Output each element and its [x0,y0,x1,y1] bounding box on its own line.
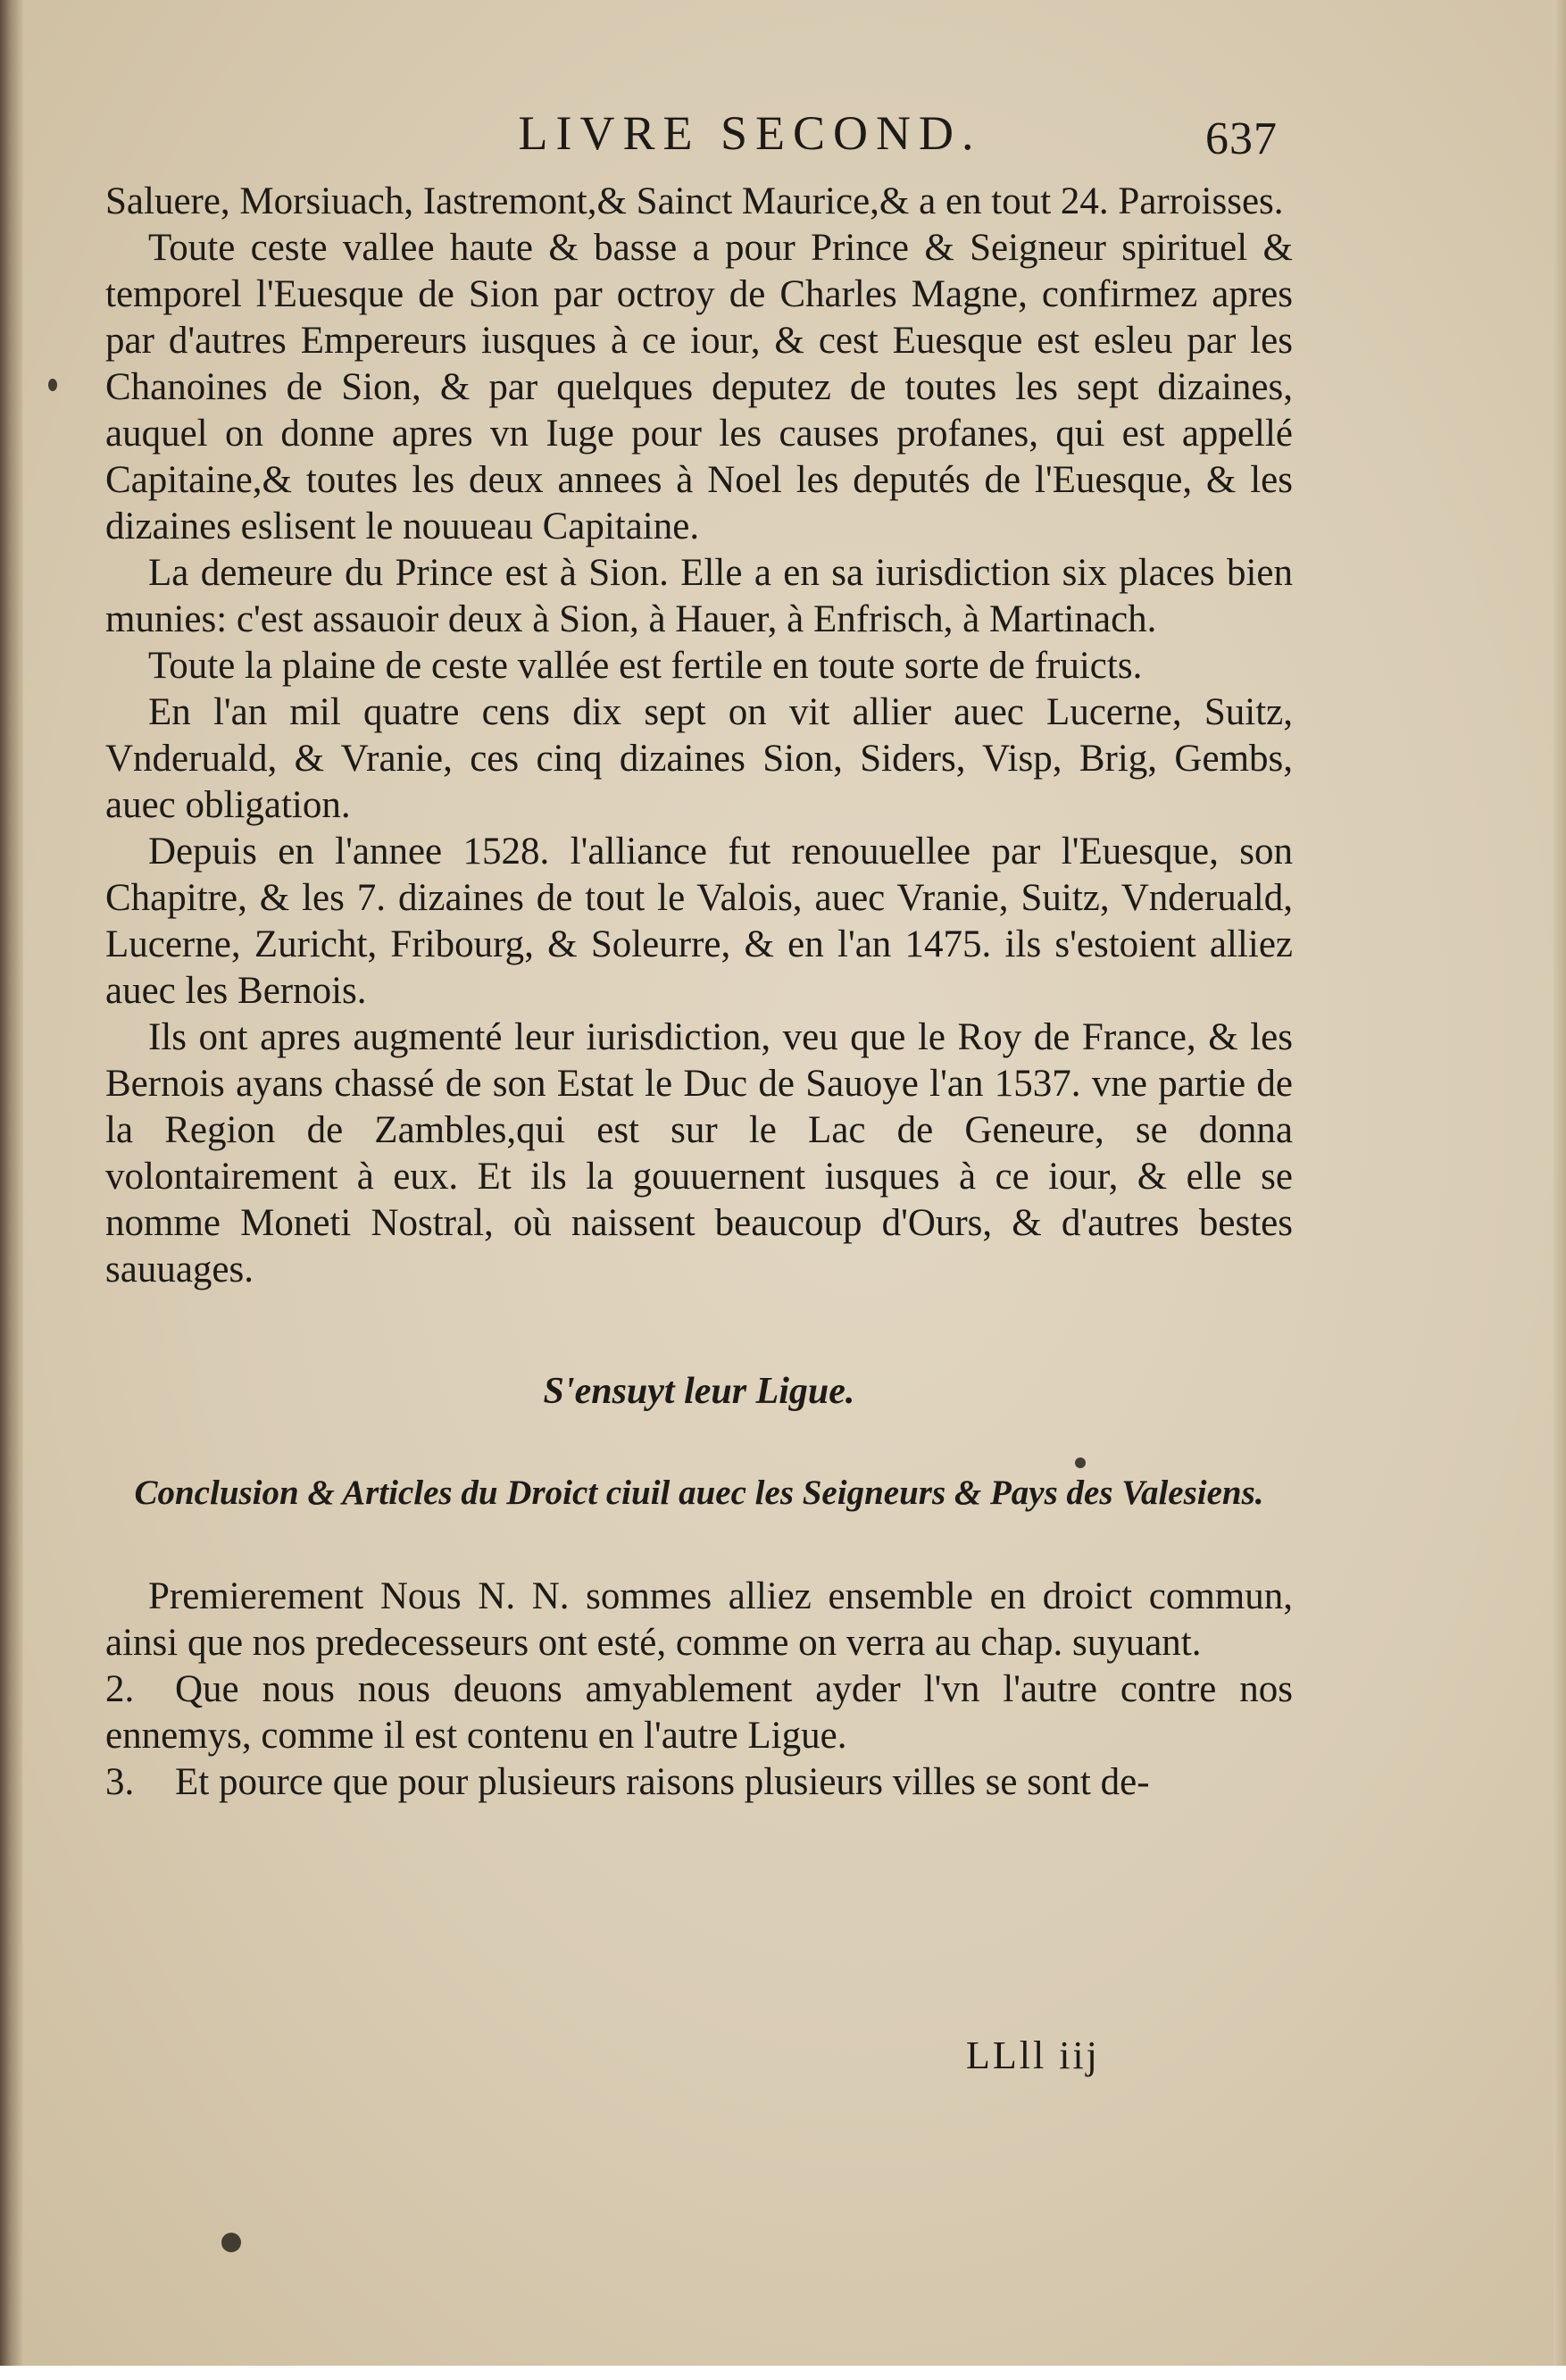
paragraph: En l'an mil quatre cens dix sept on vit allier auec Lucerne, Suitz, Vnderuald, & Vranie, ces cinq dizaines Sion, Siders, Visp, Brig, Gembs, auec obligation. [105,691,1293,826]
paragraph: Saluere, Morsiuach, Iastremont,& Sainct Maurice,& a en tout 24. Parroisses. [105,180,1284,222]
article [105,1759,1293,1806]
sub-heading: S'ensuyt leur Ligue. [543,1371,855,1412]
article [105,1666,1293,1759]
ink-spot [1075,1457,1086,1468]
section-heading: Conclusion & Articles du Droict ciuil auec les Seigneurs & Pays des Valesiens. [134,1474,1264,1512]
page-number: 637 [1205,113,1278,164]
running-head: LIVRE SECOND. [518,106,982,160]
signature-mark: LLll iij [966,2033,1100,2077]
scan-border [0,2366,1566,2380]
paragraph: Depuis en l'annee 1528. l'alliance fut renouuellee par l'Euesque, son Chapitre, & les 7. dizaines de tout le Valois, auec Vranie, Suitz, Vnderuald, Lucerne, Zuricht, Fribourg, & Soleurre, & en l'an 1475. ils s'estoient alliez auec les Bernois. [105,831,1293,1012]
paragraph: Ils ont apres augmenté leur iurisdiction, veu que le Roy de France, & les Bernois ayans chassé de son Estat le Duc de Sauoye l'an 1537. vne partie de la Region de Zambles,qui est sur le Lac de Geneure, se donna volontairement à eux. Et ils la gouuernent iusques à ce iour, & elle se nomme Moneti Nostral, où naissent beaucoup d'Ours, & d'autres bestes sauuages. [105,1016,1293,1290]
page-right-edge [1554,0,1566,2380]
page-binding-edge [0,0,23,2380]
page-text [105,179,1293,1806]
article-text: Premierement Nous N. N. sommes alliez ensemble en droict commun, ainsi que nos predecesseurs ont esté, comme on verra au chap. suyuant. [105,1575,1293,1664]
ink-spot [221,2233,241,2252]
paragraph: Toute ceste vallee haute & basse a pour Prince & Seigneur spirituel & temporel l'Euesque de Sion par octroy de Charles Magne, confirmez apres par d'autres Empereurs iusques à ce iour, & cest Euesque est esleu par les Chanoines de Sion, & par quelques deputez de toutes les sept dizaines, auquel on donne apres vn Iuge pour les causes profanes, qui est appellé Capitaine,& toutes les deux annees à Noel les deputés de l'Euesque, & les dizaines eslisent le nouueau Capitaine. [105,227,1293,547]
article-text: Que nous nous deuons amyablement ayder l'vn l'autre contre nos ennemys, comme il est contenu en l'autre Ligue. [105,1668,1293,1757]
article [105,1574,1293,1666]
article-text: Et pource que pour plusieurs raisons plusieurs villes se sont de- [175,1761,1150,1803]
paragraph: Toute la plaine de ceste vallée est fertile en toute sorte de fruicts. [148,645,1143,687]
ink-spot [48,379,57,391]
paragraph: La demeure du Prince est à Sion. Elle a en sa iurisdiction six places bien munies: c'est assauoir deux à Sion, à Hauer, à Enfrisch, à Martinach. [105,552,1293,640]
article-number: 2. [105,1668,135,1710]
article-number: 3. [105,1761,135,1803]
